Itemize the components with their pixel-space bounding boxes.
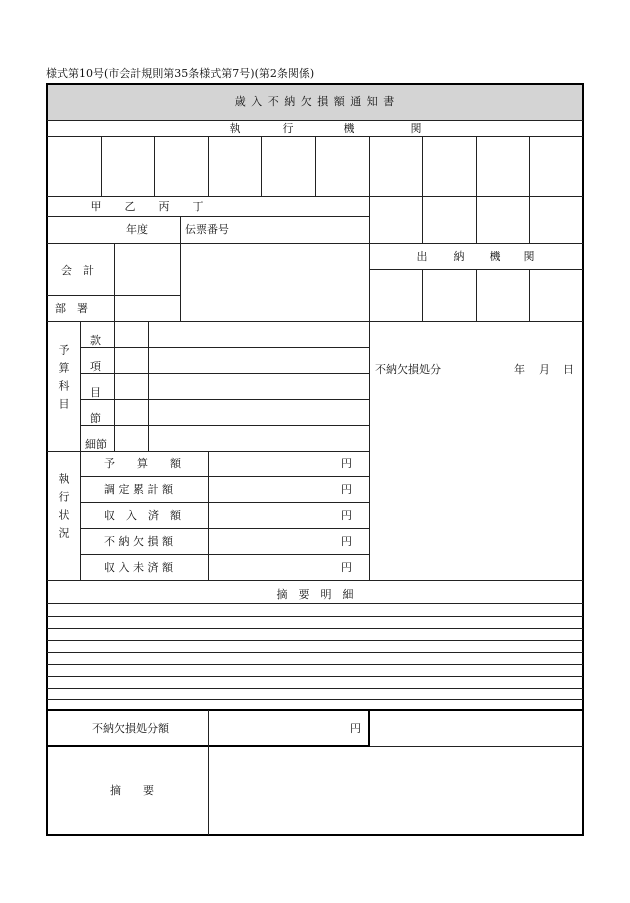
status-row-label: 収 入 未 済 額 [104, 561, 173, 574]
suitou-header-3: 機 [489, 250, 501, 263]
line [80, 321, 81, 580]
outer-bottom [46, 834, 584, 836]
detail-header: 摘 要 明 細 [276, 588, 354, 601]
disposition-month: 月 [539, 363, 550, 376]
disposition-day: 日 [563, 363, 574, 376]
loss-amount-unit: 円 [350, 722, 361, 735]
line [154, 136, 155, 196]
disposition-year: 年 [514, 363, 525, 376]
exec-header-4: 関 [410, 122, 422, 135]
line [208, 451, 209, 580]
line [47, 216, 369, 217]
line [422, 269, 423, 321]
summary-label: 摘 要 [110, 784, 154, 797]
loss-top [47, 709, 583, 711]
line [476, 269, 477, 321]
line [80, 554, 369, 555]
denpyo-label: 伝票番号 [185, 223, 229, 236]
line [422, 136, 423, 243]
line [148, 321, 149, 451]
detail-line [47, 640, 583, 641]
line [208, 136, 209, 196]
suitou-header-1: 出 [416, 250, 428, 263]
exec-header-2: 行 [282, 122, 294, 135]
exec-header-3: 機 [343, 122, 355, 135]
stamp-otsu: 乙 [124, 200, 136, 213]
line [315, 136, 316, 196]
line [529, 269, 530, 321]
line [47, 580, 583, 581]
status-row-label: 収 入 済 額 [104, 509, 181, 522]
status-row-unit: 円 [341, 561, 352, 574]
disposition-label: 不納欠損処分 [375, 363, 441, 376]
line [476, 136, 477, 243]
budget-kan: 款 [90, 334, 101, 347]
line [47, 243, 583, 244]
line [80, 425, 369, 426]
loss-amount-label: 不納欠損処分額 [92, 722, 169, 735]
line [208, 710, 209, 835]
status-row-label: 予 算 額 [104, 457, 181, 470]
status-row-label: 調 定 累 計 額 [104, 483, 173, 496]
kaikei-label: 会 計 [61, 264, 94, 277]
busho-label: 部 署 [55, 302, 88, 315]
line [180, 216, 181, 321]
line [47, 196, 583, 197]
detail-line [47, 603, 583, 604]
nendo-label: 年度 [126, 223, 148, 236]
status-row-label: 不 納 欠 損 額 [104, 535, 173, 548]
status-row-unit: 円 [341, 535, 352, 548]
status-row-unit: 円 [341, 483, 352, 496]
line [80, 528, 369, 529]
line [114, 321, 115, 451]
budget-setsu: 節 [90, 412, 101, 425]
budget-group-label: 予算科目 [57, 344, 70, 416]
status-row-unit: 円 [341, 457, 352, 470]
line [47, 120, 583, 121]
outer-top [46, 83, 584, 85]
stamp-tei: 丁 [192, 200, 204, 213]
line [369, 746, 583, 747]
status-group-label: 執行状況 [57, 473, 70, 545]
detail-line [47, 616, 583, 617]
detail-line [47, 628, 583, 629]
suitou-header-4: 関 [523, 250, 535, 263]
detail-line [47, 664, 583, 665]
exec-header-1: 執 [229, 122, 241, 135]
loss-right [368, 709, 370, 747]
budget-saisetsu: 細節 [85, 438, 107, 451]
budget-kou: 項 [90, 360, 101, 373]
line [114, 243, 115, 321]
detail-line [47, 699, 583, 700]
budget-moku: 目 [90, 386, 101, 399]
line [80, 476, 369, 477]
line [529, 136, 530, 243]
line [80, 373, 369, 374]
line [261, 136, 262, 196]
stamp-hei: 丙 [158, 200, 170, 213]
form-title: 歳 入 不 納 欠 損 額 通 知 書 [234, 95, 396, 108]
status-row-unit: 円 [341, 509, 352, 522]
line [80, 399, 369, 400]
line [369, 136, 370, 580]
detail-line [47, 688, 583, 689]
suitou-header-2: 納 [453, 250, 465, 263]
detail-line [47, 676, 583, 677]
detail-line [47, 652, 583, 653]
line [47, 321, 583, 322]
line [80, 347, 369, 348]
stamp-kou: 甲 [90, 200, 102, 213]
form-caption: 様式第10号(市会計規則第35条様式第7号)(第2条関係) [46, 67, 315, 80]
line [80, 502, 369, 503]
line [101, 136, 102, 196]
